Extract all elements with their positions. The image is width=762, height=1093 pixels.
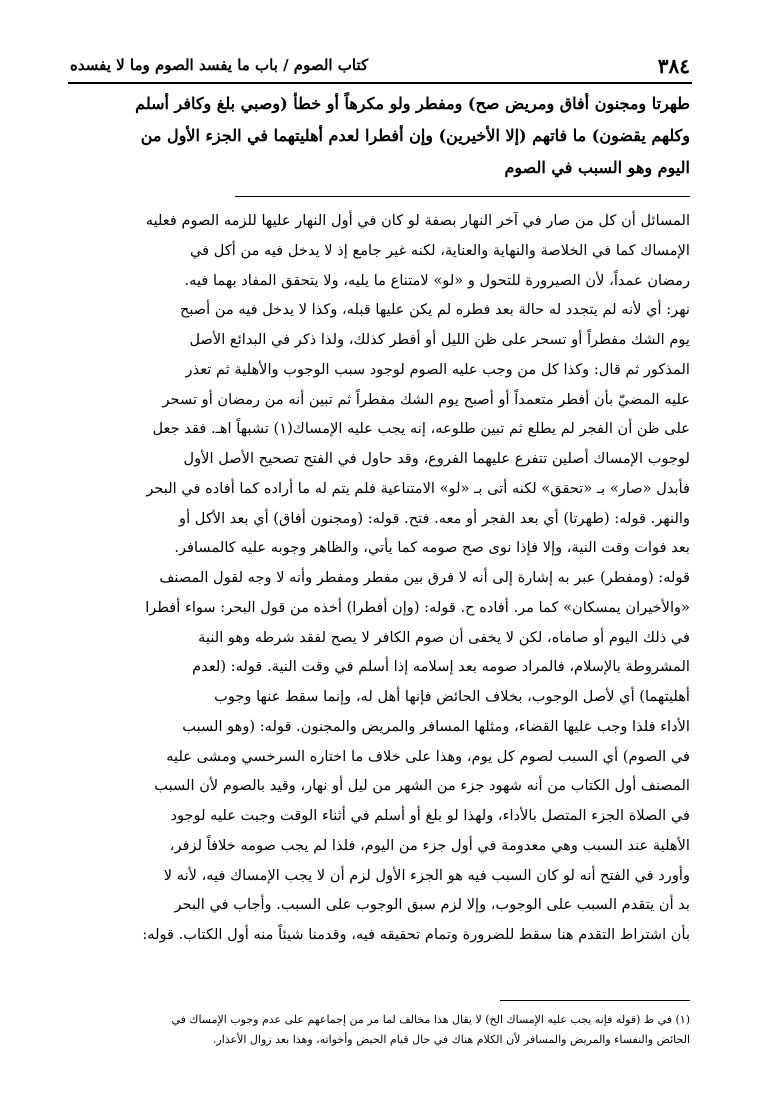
commentary-line: وأورد في الفتح أنه لو كان السبب فيه هو الجزء الأول لزم أن لا يجب الإمساك فيه، لأنه لا — [163, 866, 690, 884]
commentary-line: عليه المضيّ بأن أفطر متعمداً أو أصبح يوم الشك مفطراً ثم تبين أنه من رمضان أو تسحر — [162, 390, 690, 408]
commentary-line: المشروطة بالإسلام، فالمراد صومه بعد إسلامه إذا أسلم في وقت النية. قوله: (لعدم — [192, 658, 690, 676]
commentary-line: رمضان عمداً، لأن الصيرورة للتحول و «لو» لامتناع ما يليه، ولا يتحقق المفاد بهما فيه. — [184, 271, 690, 289]
footnote-line: الحائض والنفساء والمريض والمسافر لأن الكلام هناك في حال قيام الحيض وأخواته، وهذا بعد زوال الأعذار. — [212, 1033, 690, 1046]
footnote-divider — [500, 1000, 690, 1001]
main-text — [68, 88, 690, 184]
main-text-line: طهرتا ومجنون أفاق ومريض صح) ومفطر ولو مكرهاً أو خطأ (وصبي بلغ وكافر أسلم — [135, 94, 690, 113]
main-text-line: وكلهم يقضون) ما فاتهم (إلا الأخيرين) وإن أفطرا لعدم أهليتهما في الجزء الأول من — [140, 126, 690, 145]
commentary-line: على ظن أن الفجر لم يطلع ثم تبين طلوعه، إنه يجب عليه الإمساك(١) تشبهاً اهـ. فقد جعل — [152, 420, 690, 438]
commentary-line: المذكور ثم قال: وكذا كل من وجب عليه الصوم لوجود سبب الوجوب والأهلية ثم تعذر — [185, 360, 690, 378]
commentary-line: والنهر. قوله: (طهرتا) أي بعد الفجر أو معه. فتح. قوله: (ومجنون أفاق) أي بعد الأكل أو — [179, 509, 690, 527]
main-text-divider — [235, 196, 690, 197]
commentary-line: لوجوب الإمساك أصلين تتفرع عليهما الفروع، وقد حاول في الفتح تصحيح الأصل الأول — [183, 450, 690, 467]
commentary-line: المسائل أن كل من صار في آخر النهار بصفة لو كان في أول النهار عليها للزمه الصوم فعليه — [145, 212, 690, 229]
commentary-line: في الصوم) أي السبب لصوم كل يوم، وهذا على خلاف ما اختاره السرخسي ومشى عليه — [166, 747, 690, 765]
commentary-line: في الصلاة الجزء المتصل بالأداء، ولهذا لو بلغ أو أسلم في أثناء الوقت وجبت عليه لوجود — [170, 807, 690, 824]
commentary-text — [68, 206, 690, 950]
commentary-line: الأهلية عند السبب وهي معدومة في أول جزء من اليوم، فلذا لم يجب صومه خلافاً لزفر، — [169, 836, 690, 854]
commentary-line: بعد فوات وقت النية، وإلا فإذا نوى صح صومه كما يأتي، والظاهر وجوبه عليه كالمسافر. — [174, 539, 690, 557]
commentary-line: أهليتهما) أي لأصل الوجوب، بخلاف الحائض فإنها أهل له، وإنما سقط عنها وجوب — [214, 688, 690, 705]
commentary-line: فأبدل «صار» بـ «تحقق» لكنه أتى بـ «لو» الامتناعية فلم يتم له ما أراده كما أفاده في البحر — [146, 479, 690, 497]
commentary-line: الإمساك كما في الخلاصة والنهاية والعناية، لكنه غير جامع إذ لا يدخل فيه من أكل في — [189, 241, 690, 259]
commentary-line: يوم الشك مفطراً أو تسحر على ظن الليل أو أفطر كذلك، ولذا ذكر في البدائع الأصل — [189, 331, 690, 348]
main-text-line: اليوم وهو السبب في الصوم — [504, 158, 690, 177]
footnote — [68, 1010, 690, 1050]
page-header — [70, 50, 690, 80]
commentary-line: الأداء فلذا وجب عليها القضاء، ومثلها المسافر والمريض والمجنون. قوله: (وهو السبب — [182, 717, 690, 735]
commentary-line: المصنف أول الكتاب من أنه شهود جزء من الشهر من ليل أو نهار، وقيد بالصوم لأن السبب — [154, 777, 690, 795]
running-title: كتاب الصوم / باب ما يفسد الصوم وما لا يفسده — [70, 56, 369, 74]
commentary-line: قوله: (ومفطر) عبر به إشارة إلى أنه لا فرق بين مفطر ومفطر وأنه لا وجه لقول المصنف — [159, 569, 690, 586]
footnote-line: (١) في ط (قوله فإنه يجب عليه الإمساك الخ) لا يقال هذا مخالف لما مر من إجماعهم على عدم وجوب الإمساك في — [171, 1013, 690, 1026]
commentary-line: في ذلك اليوم أو صاماه، لكن لا يخفى أن صوم الكافر لا يصح لفقد شرطه وهو النية — [198, 628, 690, 646]
commentary-line: بد أن يتقدم السبب على الوجوب، وإلا لزم سبق الوجوب على السبب. وأجاب في البحر — [174, 896, 690, 914]
commentary-line: «والأخيران يمسكان» كما مر. أفاده ح. قوله: (وإن أفطرا) أخذه من قول البحر: سواء أفطرا — [145, 598, 690, 616]
commentary-line: نهر: أي لأنه لم يتجدد له حالة بعد فطره لم يكن عليها قبله، وكذا لا يدخل فيه من أصبح — [179, 301, 690, 319]
header-divider — [68, 82, 692, 84]
page-number: ٣٨٤ — [657, 54, 690, 78]
commentary-line: بأن اشتراط التقدم هنا سقط للضرورة وتمام تحقيقه فيه، وقدمنا شيئاً منه أول الكتاب. قوله: — [142, 926, 690, 943]
